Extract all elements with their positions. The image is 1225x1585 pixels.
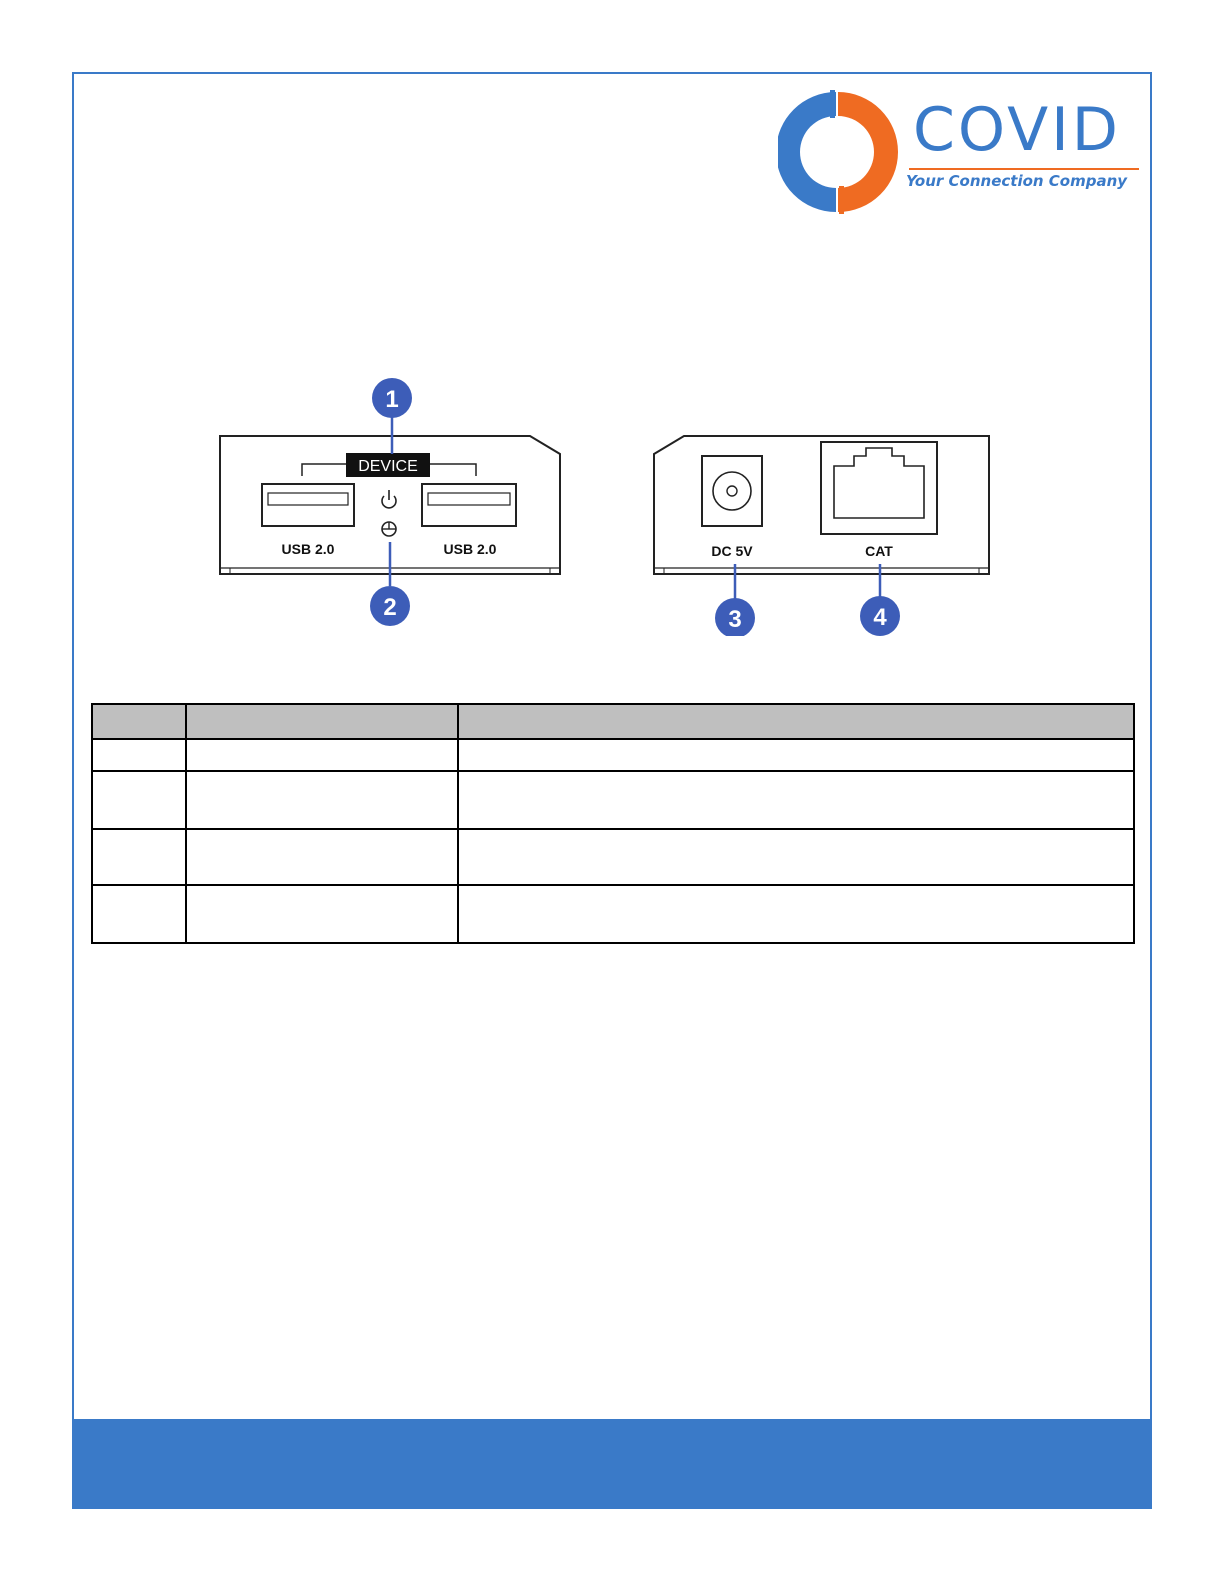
table-row (92, 829, 1134, 885)
table-row (92, 885, 1134, 943)
device-label: DEVICE (358, 458, 418, 475)
dc-power-jack (702, 456, 762, 526)
panel-diagram (216, 376, 996, 636)
table-header-cell (458, 704, 1134, 739)
rj45-port (821, 442, 937, 534)
dc-port-label: DC 5V (711, 543, 753, 559)
table-header-cell (92, 704, 186, 739)
table-cell (186, 829, 458, 885)
port-description-table (91, 703, 1135, 944)
table-cell (92, 829, 186, 885)
company-logo (778, 88, 1140, 214)
table-header-row (92, 704, 1134, 739)
table-cell (458, 771, 1134, 829)
callout-3-number: 3 (728, 606, 742, 633)
table-cell (92, 771, 186, 829)
table-cell (92, 885, 186, 943)
callout-2-number: 2 (383, 594, 397, 621)
cat-port-label: CAT (865, 543, 893, 559)
logo-divider (909, 168, 1139, 170)
table-cell (186, 771, 458, 829)
footer-bar (72, 1419, 1152, 1509)
table-cell (458, 885, 1134, 943)
callout-1-number: 1 (385, 386, 399, 413)
callout-4-number: 4 (873, 604, 887, 631)
table-cell (186, 885, 458, 943)
table-cell (92, 739, 186, 771)
logo-ring-icon (778, 88, 908, 214)
usb-port-left-label: USB 2.0 (281, 541, 335, 557)
table-cell (458, 829, 1134, 885)
table-row (92, 771, 1134, 829)
usb-port-left (262, 484, 354, 526)
logo-tagline: Your Connection Company (906, 172, 1128, 190)
table-cell (186, 739, 458, 771)
usb-port-right (422, 484, 516, 526)
table-header-cell (186, 704, 458, 739)
usb-port-right-label: USB 2.0 (443, 541, 497, 557)
table-cell (458, 739, 1134, 771)
logo-wordmark: COVID (913, 95, 1122, 165)
table-row (92, 739, 1134, 771)
rear-panel (654, 436, 989, 574)
